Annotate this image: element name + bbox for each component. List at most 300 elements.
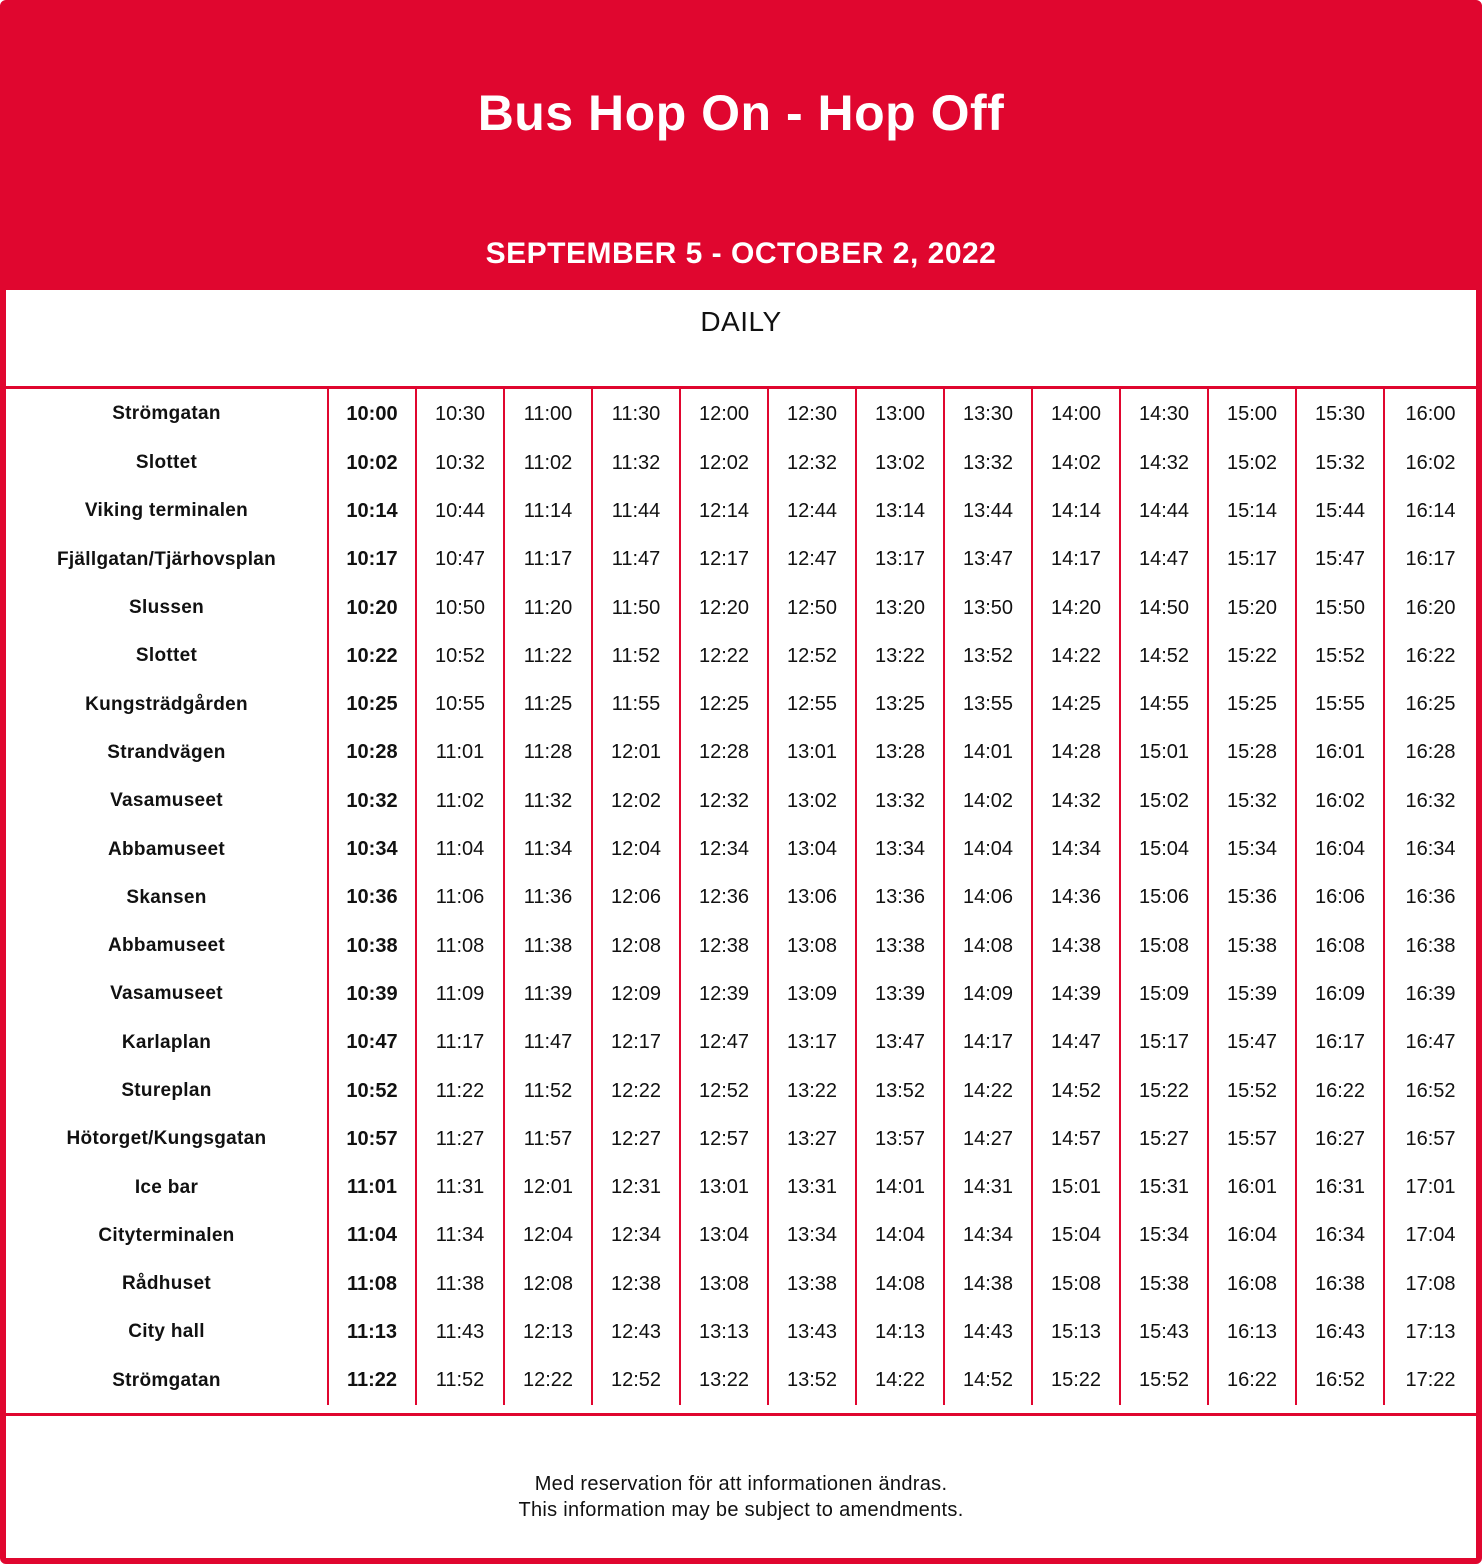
departure-time: 13:27 bbox=[768, 1115, 856, 1163]
stop-name: Strandvägen bbox=[107, 741, 226, 763]
departure-time: 16:32 bbox=[1384, 777, 1476, 825]
departure-time: 11:52 bbox=[416, 1357, 504, 1405]
departure-time: 13:31 bbox=[768, 1163, 856, 1211]
departure-time: 12:08 bbox=[592, 922, 680, 970]
departure-time: 14:36 bbox=[1032, 874, 1120, 922]
departure-time: 14:34 bbox=[1032, 825, 1120, 873]
departure-time: 16:34 bbox=[1384, 825, 1476, 873]
departure-time: 14:04 bbox=[856, 1212, 944, 1260]
departure-time: 13:20 bbox=[856, 584, 944, 632]
stop-name: Vasamuseet bbox=[110, 983, 223, 1005]
departure-time: 11:22 bbox=[504, 632, 592, 680]
departure-time: 12:47 bbox=[680, 1019, 768, 1067]
table-row bbox=[6, 584, 1476, 632]
departure-time: 15:04 bbox=[1120, 825, 1208, 873]
departure-time: 11:34 bbox=[504, 825, 592, 873]
disclaimer bbox=[6, 1471, 1476, 1523]
departure-time: 13:55 bbox=[944, 680, 1032, 728]
departure-time: 14:02 bbox=[944, 777, 1032, 825]
departure-time: 12:55 bbox=[768, 680, 856, 728]
departure-time: 10:02 bbox=[328, 439, 416, 487]
departure-time: 14:43 bbox=[944, 1308, 1032, 1356]
departure-time: 13:02 bbox=[768, 777, 856, 825]
departure-time: 13:02 bbox=[856, 439, 944, 487]
departure-time: 16:47 bbox=[1384, 1019, 1476, 1067]
timetable-body bbox=[6, 389, 1476, 1405]
departure-time: 13:52 bbox=[944, 632, 1032, 680]
departure-time: 12:39 bbox=[680, 970, 768, 1018]
departure-time: 12:17 bbox=[680, 536, 768, 584]
departure-time: 14:52 bbox=[944, 1357, 1032, 1405]
departure-time: 16:14 bbox=[1384, 487, 1476, 535]
departure-time: 15:30 bbox=[1296, 389, 1384, 439]
departure-time: 13:28 bbox=[856, 729, 944, 777]
departure-time: 15:52 bbox=[1208, 1067, 1296, 1115]
stop-name: Kungsträdgården bbox=[85, 693, 248, 715]
departure-time: 13:22 bbox=[856, 632, 944, 680]
table-row bbox=[6, 1019, 1476, 1067]
departure-time: 12:22 bbox=[592, 1067, 680, 1115]
disclaimer-swedish: Med reservation för att informationen ändras. bbox=[534, 1473, 948, 1495]
departure-time: 16:36 bbox=[1384, 874, 1476, 922]
departure-time: 14:17 bbox=[1032, 536, 1120, 584]
departure-time: 14:32 bbox=[1032, 777, 1120, 825]
departure-time: 15:39 bbox=[1208, 970, 1296, 1018]
departure-time: 14:13 bbox=[856, 1308, 944, 1356]
departure-time: 15:50 bbox=[1296, 584, 1384, 632]
departure-time: 16:08 bbox=[1296, 922, 1384, 970]
departure-time: 16:02 bbox=[1384, 439, 1476, 487]
departure-time: 12:31 bbox=[592, 1163, 680, 1211]
departure-time: 14:38 bbox=[944, 1260, 1032, 1308]
departure-time: 17:13 bbox=[1384, 1308, 1476, 1356]
stop-name: Slottet bbox=[135, 452, 198, 474]
departure-time: 11:32 bbox=[592, 439, 680, 487]
departure-time: 14:38 bbox=[1032, 922, 1120, 970]
departure-time: 11:50 bbox=[592, 584, 680, 632]
departure-time: 13:44 bbox=[944, 487, 1032, 535]
departure-time: 16:27 bbox=[1296, 1115, 1384, 1163]
departure-time: 13:32 bbox=[856, 777, 944, 825]
departure-time: 11:08 bbox=[416, 922, 504, 970]
header-banner bbox=[6, 6, 1476, 290]
departure-time: 17:22 bbox=[1384, 1357, 1476, 1405]
departure-time: 14:50 bbox=[1120, 584, 1208, 632]
departure-time: 12:00 bbox=[680, 389, 768, 439]
departure-time: 13:43 bbox=[768, 1308, 856, 1356]
departure-time: 14:01 bbox=[856, 1163, 944, 1211]
departure-time: 12:01 bbox=[592, 729, 680, 777]
departure-time: 12:38 bbox=[592, 1260, 680, 1308]
departure-time: 10:52 bbox=[328, 1067, 416, 1115]
departure-time: 10:52 bbox=[416, 632, 504, 680]
departure-time: 14:27 bbox=[944, 1115, 1032, 1163]
page-title: Bus Hop On - Hop Off bbox=[477, 85, 1005, 141]
departure-time: 12:02 bbox=[592, 777, 680, 825]
departure-time: 13:00 bbox=[856, 389, 944, 439]
departure-time: 11:17 bbox=[504, 536, 592, 584]
departure-time: 10:32 bbox=[328, 777, 416, 825]
departure-time: 13:47 bbox=[856, 1019, 944, 1067]
departure-time: 12:28 bbox=[680, 729, 768, 777]
departure-time: 15:52 bbox=[1296, 632, 1384, 680]
departure-time: 13:17 bbox=[768, 1019, 856, 1067]
stop-name: Cityterminalen bbox=[98, 1224, 235, 1246]
departure-time: 11:06 bbox=[416, 874, 504, 922]
departure-time: 15:57 bbox=[1208, 1115, 1296, 1163]
departure-time: 14:06 bbox=[944, 874, 1032, 922]
departure-time: 10:00 bbox=[328, 389, 416, 439]
departure-time: 14:00 bbox=[1032, 389, 1120, 439]
departure-time: 16:06 bbox=[1296, 874, 1384, 922]
departure-time: 12:20 bbox=[680, 584, 768, 632]
departure-time: 16:08 bbox=[1208, 1260, 1296, 1308]
departure-time: 13:08 bbox=[680, 1260, 768, 1308]
departure-time: 10:39 bbox=[328, 970, 416, 1018]
departure-time: 14:08 bbox=[944, 922, 1032, 970]
table-row bbox=[6, 922, 1476, 970]
table-row bbox=[6, 1067, 1476, 1115]
departure-time: 12:01 bbox=[504, 1163, 592, 1211]
table-row bbox=[6, 1212, 1476, 1260]
departure-time: 11:13 bbox=[328, 1308, 416, 1356]
stop-name: Skansen bbox=[126, 886, 207, 908]
departure-time: 13:38 bbox=[856, 922, 944, 970]
departure-time: 11:39 bbox=[504, 970, 592, 1018]
departure-time: 11:38 bbox=[504, 922, 592, 970]
table-row bbox=[6, 439, 1476, 487]
departure-time: 15:08 bbox=[1032, 1260, 1120, 1308]
timetable-area bbox=[6, 386, 1476, 1416]
departure-time: 10:50 bbox=[416, 584, 504, 632]
departure-time: 12:50 bbox=[768, 584, 856, 632]
departure-time: 12:47 bbox=[768, 536, 856, 584]
stop-name: Vasamuseet bbox=[110, 790, 223, 812]
departure-time: 16:22 bbox=[1384, 632, 1476, 680]
departure-time: 13:25 bbox=[856, 680, 944, 728]
stop-name: Strömgatan bbox=[112, 1369, 221, 1391]
departure-time: 14:55 bbox=[1120, 680, 1208, 728]
departure-time: 10:17 bbox=[328, 536, 416, 584]
departure-time: 11:34 bbox=[416, 1212, 504, 1260]
departure-time: 12:30 bbox=[768, 389, 856, 439]
departure-time: 14:31 bbox=[944, 1163, 1032, 1211]
departure-time: 16:17 bbox=[1384, 536, 1476, 584]
departure-time: 12:57 bbox=[680, 1115, 768, 1163]
departure-time: 11:36 bbox=[504, 874, 592, 922]
departure-time: 15:01 bbox=[1032, 1163, 1120, 1211]
departure-time: 13:04 bbox=[680, 1212, 768, 1260]
departure-time: 14:20 bbox=[1032, 584, 1120, 632]
departure-time: 12:52 bbox=[592, 1357, 680, 1405]
timetable bbox=[6, 389, 1476, 1405]
departure-time: 16:38 bbox=[1296, 1260, 1384, 1308]
departure-time: 13:32 bbox=[944, 439, 1032, 487]
table-row bbox=[6, 680, 1476, 728]
departure-time: 15:22 bbox=[1120, 1067, 1208, 1115]
departure-time: 14:47 bbox=[1032, 1019, 1120, 1067]
departure-time: 14:28 bbox=[1032, 729, 1120, 777]
departure-time: 12:34 bbox=[680, 825, 768, 873]
departure-time: 10:30 bbox=[416, 389, 504, 439]
departure-time: 11:25 bbox=[504, 680, 592, 728]
departure-time: 11:09 bbox=[416, 970, 504, 1018]
departure-time: 14:02 bbox=[1032, 439, 1120, 487]
departure-time: 16:13 bbox=[1208, 1308, 1296, 1356]
departure-time: 15:36 bbox=[1208, 874, 1296, 922]
departure-time: 15:20 bbox=[1208, 584, 1296, 632]
departure-time: 13:30 bbox=[944, 389, 1032, 439]
departure-time: 12:09 bbox=[592, 970, 680, 1018]
departure-time: 13:17 bbox=[856, 536, 944, 584]
departure-time: 13:13 bbox=[680, 1308, 768, 1356]
departure-time: 14:39 bbox=[1032, 970, 1120, 1018]
table-row bbox=[6, 487, 1476, 535]
departure-time: 14:22 bbox=[856, 1357, 944, 1405]
departure-time: 15:43 bbox=[1120, 1308, 1208, 1356]
departure-time: 12:02 bbox=[680, 439, 768, 487]
departure-time: 15:09 bbox=[1120, 970, 1208, 1018]
departure-time: 12:04 bbox=[504, 1212, 592, 1260]
table-row bbox=[6, 729, 1476, 777]
departure-time: 14:25 bbox=[1032, 680, 1120, 728]
departure-time: 12:36 bbox=[680, 874, 768, 922]
departure-time: 13:14 bbox=[856, 487, 944, 535]
table-row bbox=[6, 1163, 1476, 1211]
departure-time: 11:47 bbox=[592, 536, 680, 584]
departure-time: 15:02 bbox=[1120, 777, 1208, 825]
departure-time: 12:32 bbox=[768, 439, 856, 487]
departure-time: 10:44 bbox=[416, 487, 504, 535]
departure-time: 16:43 bbox=[1296, 1308, 1384, 1356]
departure-time: 16:02 bbox=[1296, 777, 1384, 825]
departure-time: 12:08 bbox=[504, 1260, 592, 1308]
departure-time: 16:22 bbox=[1208, 1357, 1296, 1405]
departure-time: 12:52 bbox=[768, 632, 856, 680]
departure-time: 11:52 bbox=[504, 1067, 592, 1115]
departure-time: 10:22 bbox=[328, 632, 416, 680]
departure-time: 12:52 bbox=[680, 1067, 768, 1115]
departure-time: 12:43 bbox=[592, 1308, 680, 1356]
departure-time: 12:14 bbox=[680, 487, 768, 535]
departure-time: 11:00 bbox=[504, 389, 592, 439]
departure-time: 11:28 bbox=[504, 729, 592, 777]
table-row bbox=[6, 632, 1476, 680]
departure-time: 10:57 bbox=[328, 1115, 416, 1163]
departure-time: 13:36 bbox=[856, 874, 944, 922]
table-row bbox=[6, 874, 1476, 922]
departure-time: 13:04 bbox=[768, 825, 856, 873]
stop-name: Viking terminalen bbox=[84, 500, 249, 522]
departure-time: 13:22 bbox=[768, 1067, 856, 1115]
stop-name: Stureplan bbox=[121, 1080, 212, 1101]
departure-time: 15:02 bbox=[1208, 439, 1296, 487]
table-row bbox=[6, 777, 1476, 825]
departure-time: 16:39 bbox=[1384, 970, 1476, 1018]
stop-name: Abbamuseet bbox=[107, 935, 226, 957]
departure-time: 13:01 bbox=[768, 729, 856, 777]
departure-time: 16:01 bbox=[1208, 1163, 1296, 1211]
departure-time: 16:09 bbox=[1296, 970, 1384, 1018]
stop-name: Ice bar bbox=[134, 1176, 199, 1198]
departure-time: 11:02 bbox=[504, 439, 592, 487]
departure-time: 14:44 bbox=[1120, 487, 1208, 535]
departure-time: 11:22 bbox=[416, 1067, 504, 1115]
departure-time: 14:47 bbox=[1120, 536, 1208, 584]
departure-time: 16:01 bbox=[1296, 729, 1384, 777]
departure-time: 12:13 bbox=[504, 1308, 592, 1356]
departure-time: 15:06 bbox=[1120, 874, 1208, 922]
departure-time: 11:47 bbox=[504, 1019, 592, 1067]
departure-time: 15:32 bbox=[1296, 439, 1384, 487]
departure-time: 16:17 bbox=[1296, 1019, 1384, 1067]
stop-name: Slussen bbox=[129, 597, 204, 619]
departure-time: 15:22 bbox=[1032, 1357, 1120, 1405]
departure-time: 12:04 bbox=[592, 825, 680, 873]
departure-time: 10:25 bbox=[328, 680, 416, 728]
departure-time: 14:14 bbox=[1032, 487, 1120, 535]
departure-time: 15:38 bbox=[1208, 922, 1296, 970]
departure-time: 14:22 bbox=[1032, 632, 1120, 680]
departure-time: 15:27 bbox=[1120, 1115, 1208, 1163]
departure-time: 16:34 bbox=[1296, 1212, 1384, 1260]
departure-time: 15:22 bbox=[1208, 632, 1296, 680]
date-range: SEPTEMBER 5 - OCTOBER 2, 2022 bbox=[485, 237, 997, 270]
departure-time: 13:34 bbox=[768, 1212, 856, 1260]
departure-time: 13:52 bbox=[768, 1357, 856, 1405]
departure-time: 13:06 bbox=[768, 874, 856, 922]
departure-time: 14:01 bbox=[944, 729, 1032, 777]
departure-time: 15:34 bbox=[1208, 825, 1296, 873]
departure-time: 13:38 bbox=[768, 1260, 856, 1308]
departure-time: 11:55 bbox=[592, 680, 680, 728]
departure-time: 16:25 bbox=[1384, 680, 1476, 728]
table-row bbox=[6, 1260, 1476, 1308]
departure-time: 10:38 bbox=[328, 922, 416, 970]
table-row bbox=[6, 1115, 1476, 1163]
departure-time: 12:25 bbox=[680, 680, 768, 728]
departure-time: 15:17 bbox=[1208, 536, 1296, 584]
departure-time: 14:57 bbox=[1032, 1115, 1120, 1163]
departure-time: 11:20 bbox=[504, 584, 592, 632]
departure-time: 11:01 bbox=[416, 729, 504, 777]
departure-time: 12:17 bbox=[592, 1019, 680, 1067]
departure-time: 14:34 bbox=[944, 1212, 1032, 1260]
stop-name: Karlaplan bbox=[121, 1031, 212, 1053]
table-row bbox=[6, 536, 1476, 584]
departure-time: 13:52 bbox=[856, 1067, 944, 1115]
departure-time: 11:22 bbox=[328, 1357, 416, 1405]
stop-name: Fjällgatan/Tjärhovsplan bbox=[56, 548, 277, 570]
departure-time: 11:57 bbox=[504, 1115, 592, 1163]
stop-name: Strömgatan bbox=[112, 403, 221, 424]
stop-name: Hötorget/Kungsgatan bbox=[66, 1128, 267, 1150]
stop-name: City hall bbox=[128, 1321, 205, 1343]
departure-time: 13:01 bbox=[680, 1163, 768, 1211]
departure-time: 16:04 bbox=[1296, 825, 1384, 873]
departure-time: 13:57 bbox=[856, 1115, 944, 1163]
departure-time: 13:50 bbox=[944, 584, 1032, 632]
departure-time: 12:32 bbox=[680, 777, 768, 825]
departure-time: 17:01 bbox=[1384, 1163, 1476, 1211]
departure-time: 16:00 bbox=[1384, 389, 1476, 439]
departure-time: 15:13 bbox=[1032, 1308, 1120, 1356]
departure-time: 11:08 bbox=[328, 1260, 416, 1308]
departure-time: 15:47 bbox=[1208, 1019, 1296, 1067]
stop-name: Slottet bbox=[135, 645, 198, 667]
departure-time: 10:14 bbox=[328, 487, 416, 535]
departure-time: 11:01 bbox=[328, 1163, 416, 1211]
departure-time: 11:30 bbox=[592, 389, 680, 439]
departure-time: 12:34 bbox=[592, 1212, 680, 1260]
departure-time: 12:44 bbox=[768, 487, 856, 535]
departure-time: 15:04 bbox=[1032, 1212, 1120, 1260]
departure-time: 15:38 bbox=[1120, 1260, 1208, 1308]
departure-time: 16:22 bbox=[1296, 1067, 1384, 1115]
departure-time: 12:06 bbox=[592, 874, 680, 922]
departure-time: 10:36 bbox=[328, 874, 416, 922]
departure-time: 15:01 bbox=[1120, 729, 1208, 777]
table-row bbox=[6, 970, 1476, 1018]
departure-time: 11:38 bbox=[416, 1260, 504, 1308]
departure-time: 16:31 bbox=[1296, 1163, 1384, 1211]
departure-time: 15:52 bbox=[1120, 1357, 1208, 1405]
departure-time: 12:38 bbox=[680, 922, 768, 970]
departure-time: 10:47 bbox=[416, 536, 504, 584]
departure-time: 11:04 bbox=[328, 1212, 416, 1260]
departure-time: 15:14 bbox=[1208, 487, 1296, 535]
departure-time: 14:22 bbox=[944, 1067, 1032, 1115]
departure-time: 16:28 bbox=[1384, 729, 1476, 777]
departure-time: 11:04 bbox=[416, 825, 504, 873]
departure-time: 11:31 bbox=[416, 1163, 504, 1211]
departure-time: 15:32 bbox=[1208, 777, 1296, 825]
departure-time: 14:52 bbox=[1032, 1067, 1120, 1115]
departure-time: 14:30 bbox=[1120, 389, 1208, 439]
departure-time: 15:44 bbox=[1296, 487, 1384, 535]
departure-time: 15:31 bbox=[1120, 1163, 1208, 1211]
departure-time: 16:57 bbox=[1384, 1115, 1476, 1163]
departure-time: 11:14 bbox=[504, 487, 592, 535]
departure-time: 14:17 bbox=[944, 1019, 1032, 1067]
departure-time: 15:00 bbox=[1208, 389, 1296, 439]
departure-time: 13:47 bbox=[944, 536, 1032, 584]
departure-time: 11:32 bbox=[504, 777, 592, 825]
departure-time: 11:27 bbox=[416, 1115, 504, 1163]
departure-time: 10:47 bbox=[328, 1019, 416, 1067]
departure-time: 10:28 bbox=[328, 729, 416, 777]
departure-time: 15:08 bbox=[1120, 922, 1208, 970]
departure-time: 11:43 bbox=[416, 1308, 504, 1356]
departure-time: 16:38 bbox=[1384, 922, 1476, 970]
departure-time: 16:52 bbox=[1384, 1067, 1476, 1115]
disclaimer-english: This information may be subject to amendments. bbox=[518, 1499, 964, 1521]
departure-time: 13:22 bbox=[680, 1357, 768, 1405]
departure-time: 17:04 bbox=[1384, 1212, 1476, 1260]
departure-time: 17:08 bbox=[1384, 1260, 1476, 1308]
departure-time: 16:04 bbox=[1208, 1212, 1296, 1260]
departure-time: 13:39 bbox=[856, 970, 944, 1018]
departure-time: 10:20 bbox=[328, 584, 416, 632]
departure-time: 12:22 bbox=[680, 632, 768, 680]
departure-time: 15:47 bbox=[1296, 536, 1384, 584]
departure-time: 15:55 bbox=[1296, 680, 1384, 728]
departure-time: 11:52 bbox=[592, 632, 680, 680]
departure-time: 15:17 bbox=[1120, 1019, 1208, 1067]
table-row bbox=[6, 389, 1476, 439]
stop-name: Abbamuseet bbox=[107, 838, 226, 860]
schedule-label: DAILY bbox=[700, 306, 782, 337]
